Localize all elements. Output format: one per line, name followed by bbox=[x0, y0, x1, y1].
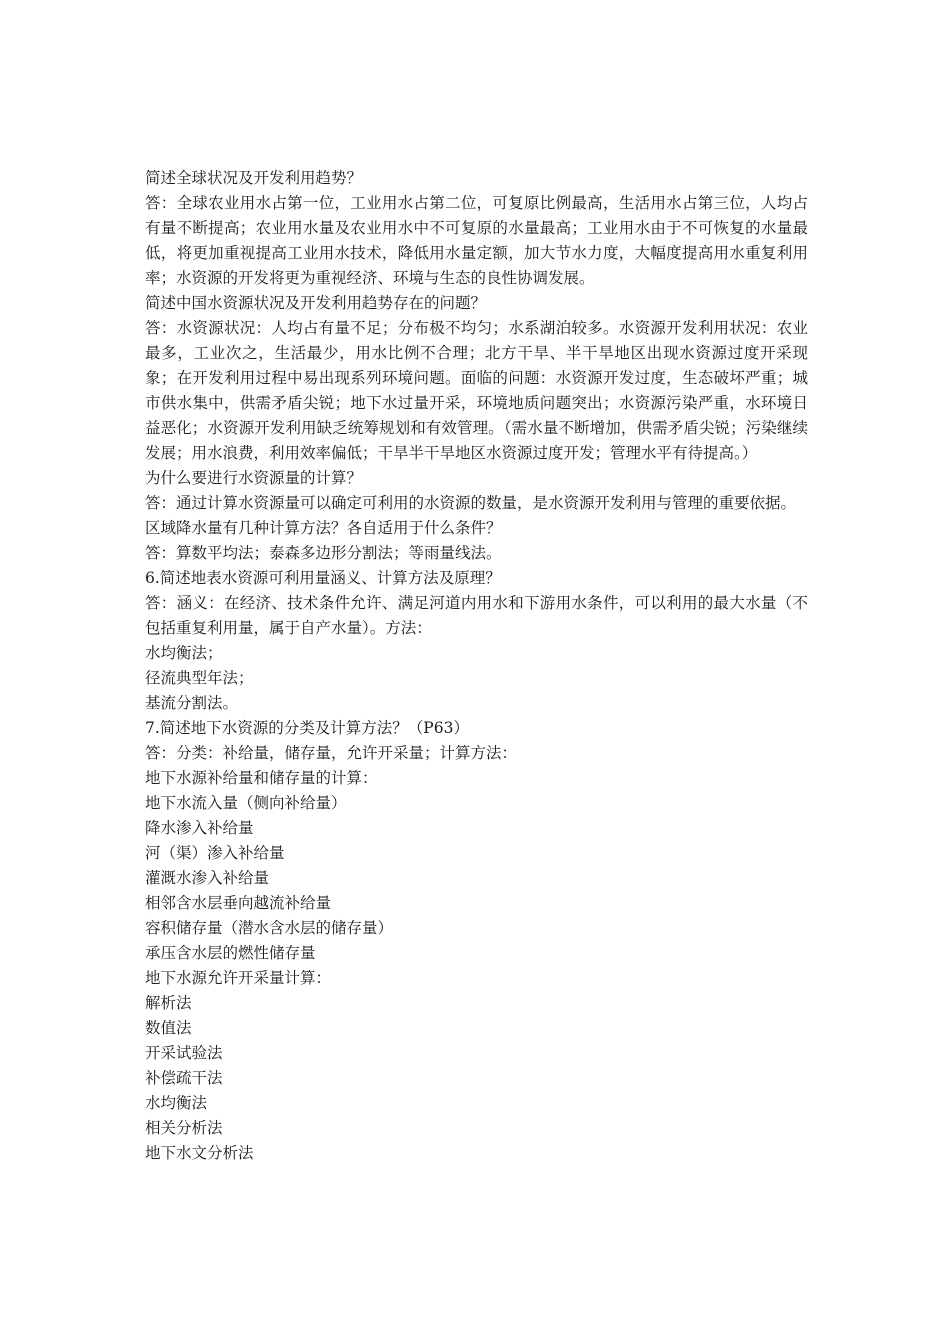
question-why-calculate: 为什么要进行水资源量的计算？ bbox=[145, 469, 363, 487]
subheading-recharge-storage: 地下水源补给量和储存量的计算： bbox=[145, 769, 378, 787]
answer-surface-water: 答：涵义：在经济、技术条件允许、满足河道内用水和下游用水条件，可以利用的最大水量（不包括重复利用量，属于自产水量）。方法： bbox=[145, 594, 808, 637]
question-global-water: 简述全球状况及开发利用趋势？ bbox=[145, 169, 363, 187]
answer-global-water: 答：全球农业用水占第一位，工业用水占第二位，可复原比例最高，生活用水占第三位，人均占有量不断提高；农业用水量及农业用水中不可复原的水量最高；工业用水由于不可恢复的水量最低，将更加重视提高工业用水技术，降低用水量定额，加大节水力度，大幅度提高用水重复利用率；水资源的开发将更为重视经济、环境与生态的良性协调发展。 bbox=[145, 194, 808, 287]
answer-why-calculate: 答：通过计算水资源量可以确定可利用的水资源的数量，是水资源开发利用与管理的重要依据。 bbox=[145, 494, 797, 512]
question-precipitation-methods: 区域降水量有几种计算方法？各自适用于什么条件？ bbox=[145, 519, 502, 537]
answer-groundwater: 答：分类：补给量，储存量，允许开采量；计算方法： bbox=[145, 744, 518, 762]
subheading-allowable-extraction: 地下水源允许开采量计算： bbox=[145, 969, 332, 987]
question-groundwater: 7.简述地下水资源的分类及计算方法？（P63） bbox=[145, 719, 469, 737]
list-item: 解析法 bbox=[145, 994, 192, 1012]
document-body bbox=[145, 166, 808, 1166]
list-item: 水均衡法 bbox=[145, 1094, 208, 1112]
list-item: 地下水流入量（侧向补给量） bbox=[145, 794, 347, 812]
list-item: 河（渠）渗入补给量 bbox=[145, 844, 285, 862]
list-item: 数值法 bbox=[145, 1019, 192, 1037]
list-item: 相关分析法 bbox=[145, 1119, 223, 1137]
answer-china-water: 答：水资源状况：人均占有量不足；分布极不均匀；水系湖泊较多。水资源开发利用状况：农业最多，工业次之，生活最少，用水比例不合理；北方干旱、半干旱地区出现水资源过度开采现象；在开发利用过程中易出现系列环境问题。面临的问题：水资源开发过度，生态破坏严重；城市供水集中，供需矛盾尖锐；地下水过量开采，环境地质问题突出；水资源污染严重，水环境日益恶化；水资源开发利用缺乏统筹规划和有效管理。（需水量不断增加，供需矛盾尖锐；污染继续发展；用水浪费，利用效率偏低；干旱半干旱地区水资源过度开发；管理水平有待提高。） bbox=[145, 319, 808, 462]
question-surface-water: 6.简述地表水资源可利用量涵义、计算方法及原理？ bbox=[145, 569, 501, 587]
list-item: 灌溉水渗入补给量 bbox=[145, 869, 270, 887]
list-item: 补偿疏干法 bbox=[145, 1069, 223, 1087]
list-item: 降水渗入补给量 bbox=[145, 819, 254, 837]
list-item: 开采试验法 bbox=[145, 1044, 223, 1062]
list-item: 地下水文分析法 bbox=[145, 1144, 254, 1162]
list-item: 基流分割法。 bbox=[145, 694, 239, 712]
list-item: 容积储存量（潜水含水层的储存量） bbox=[145, 919, 394, 937]
list-item: 径流典型年法； bbox=[145, 669, 254, 687]
question-china-water: 简述中国水资源状况及开发利用趋势存在的问题？ bbox=[145, 294, 487, 312]
answer-precipitation-methods: 答：算数平均法；泰森多边形分割法；等雨量线法。 bbox=[145, 544, 502, 562]
list-item: 水均衡法； bbox=[145, 644, 223, 662]
list-item: 承压含水层的燃性储存量 bbox=[145, 944, 316, 962]
list-item: 相邻含水层垂向越流补给量 bbox=[145, 894, 332, 912]
